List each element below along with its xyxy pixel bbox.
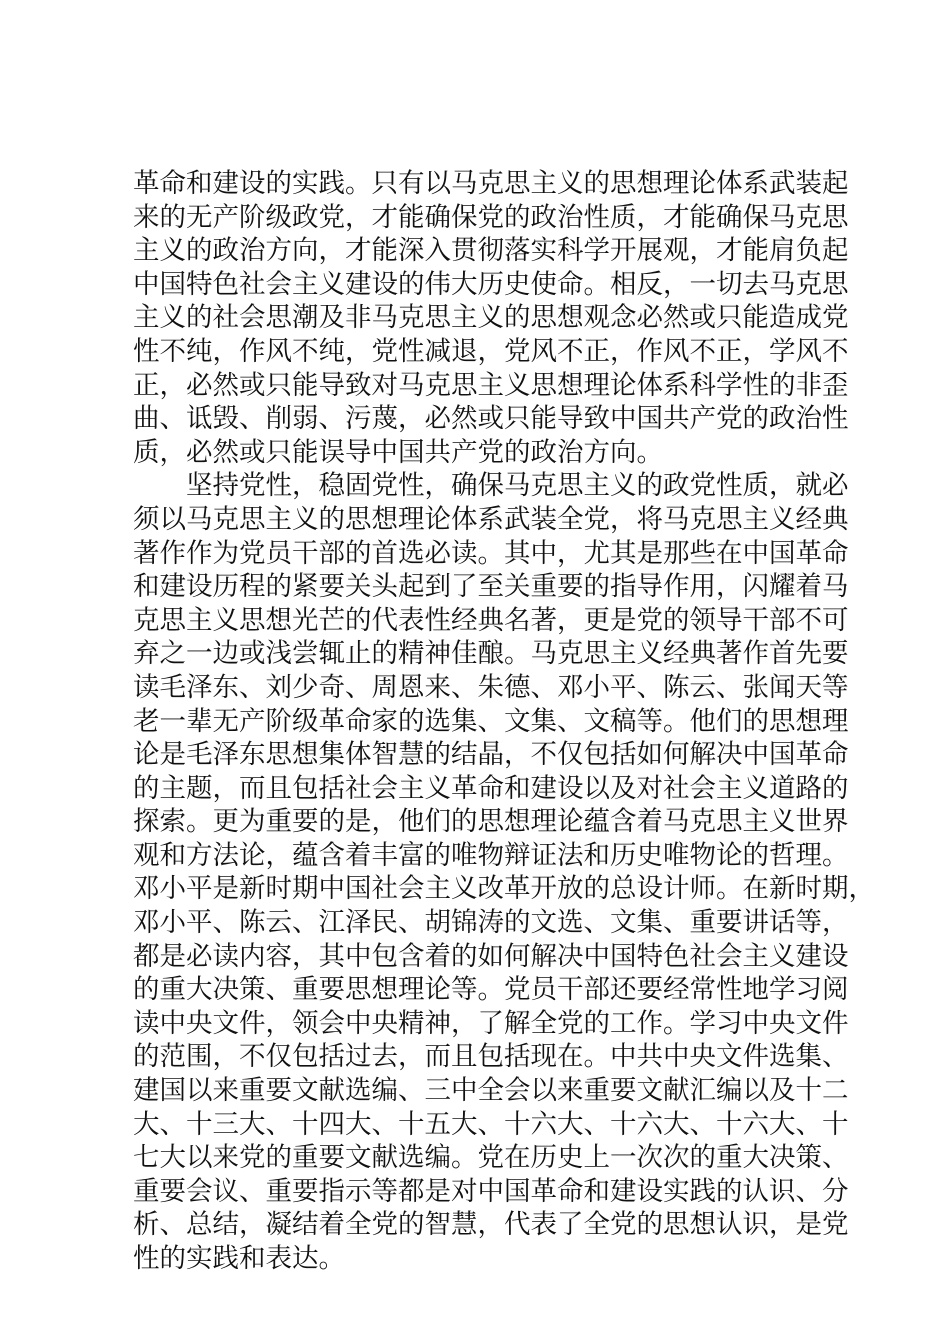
- text-line: 七大以来党的重要文献选编。党在历史上一次次的重大决策、: [133, 1142, 849, 1174]
- text-line: 建国以来重要文献选编、三中全会以来重要文献汇编以及十二: [133, 1075, 849, 1107]
- text-line: 著作作为党员干部的首选必读。其中，尤其是那些在中国革命: [133, 537, 849, 569]
- text-line: 都是必读内容，其中包含着的如何解决中国特色社会主义建设: [133, 940, 849, 972]
- text-line: 曲、诋毁、削弱、污蔑，必然或只能导致中国共产党的政治性: [133, 403, 849, 435]
- text-line: 论是毛泽东思想集体智慧的结晶，不仅包括如何解决中国革命: [133, 739, 849, 771]
- text-line: 老一辈无产阶级革命家的选集、文集、文稿等。他们的思想理: [133, 705, 849, 737]
- text-line: 大、十三大、十四大、十五大、十六大、十六大、十六大、十: [133, 1108, 849, 1140]
- text-line: 正，必然或只能导致对马克思主义思想理论体系科学性的非歪: [133, 369, 849, 401]
- text-line: 性不纯，作风不纯，党性减退，党风不正，作风不正，学风不: [133, 335, 849, 367]
- text-line: 须以马克思主义的思想理论体系武装全党，将马克思主义经典: [133, 503, 849, 535]
- text-line: 来的无产阶级政党，才能确保党的政治性质，才能确保马克思: [133, 201, 849, 233]
- text-line: 中国特色社会主义建设的伟大历史使命。相反，一切去马克思: [133, 268, 849, 300]
- text-line: 邓小平是新时期中国社会主义改革开放的总设计师。在新时期，: [133, 873, 875, 905]
- text-line: 的主题，而且包括社会主义革命和建设以及对社会主义道路的: [133, 772, 849, 804]
- text-line: 和建设历程的紧要关头起到了至关重要的指导作用，闪耀着马: [133, 571, 849, 603]
- text-line: 坚持党性，稳固党性，确保马克思主义的政党性质，就必: [133, 470, 849, 502]
- text-line: 弃之一边或浅尝辄止的精神佳酿。马克思主义经典著作首先要: [133, 638, 849, 670]
- text-line: 析、总结，凝结着全党的智慧，代表了全党的思想认识，是党: [133, 1209, 849, 1241]
- text-line: 主义的社会思潮及非马克思主义的思想观念必然或只能造成党: [133, 302, 849, 334]
- body-text: [133, 167, 875, 1276]
- text-line: 重要会议、重要指示等都是对中国革命和建设实践的认识、分: [133, 1175, 849, 1207]
- text-line: 的重大决策、重要思想理论等。党员干部还要经常性地学习阅: [133, 974, 849, 1006]
- text-line: 观和方法论，蕴含着丰富的唯物辩证法和历史唯物论的哲理。: [133, 839, 849, 871]
- text-line: 读毛泽东、刘少奇、周恩来、朱德、邓小平、陈云、张闻天等: [133, 671, 849, 703]
- text-line: 质，必然或只能误导中国共产党的政治方向。: [133, 436, 663, 468]
- text-line: 探索。更为重要的是，他们的思想理论蕴含着马克思主义世界: [133, 806, 849, 838]
- text-line: 革命和建设的实践。只有以马克思主义的思想理论体系武装起: [133, 168, 849, 199]
- text-line: 主义的政治方向，才能深入贯彻落实科学开展观，才能肩负起: [133, 235, 849, 267]
- text-line: 邓小平、陈云、江泽民、胡锦涛的文选、文集、重要讲话等，: [133, 907, 849, 939]
- text-line: 克思主义思想光芒的代表性经典名著，更是党的领导干部不可: [133, 604, 849, 636]
- text-line: 读中央文件，领会中央精神，了解全党的工作。学习中央文件: [133, 1007, 849, 1039]
- text-line: 的范围，不仅包括过去，而且包括现在。中共中央文件选集、: [133, 1041, 849, 1073]
- text-line: 性的实践和表达。: [133, 1243, 345, 1274]
